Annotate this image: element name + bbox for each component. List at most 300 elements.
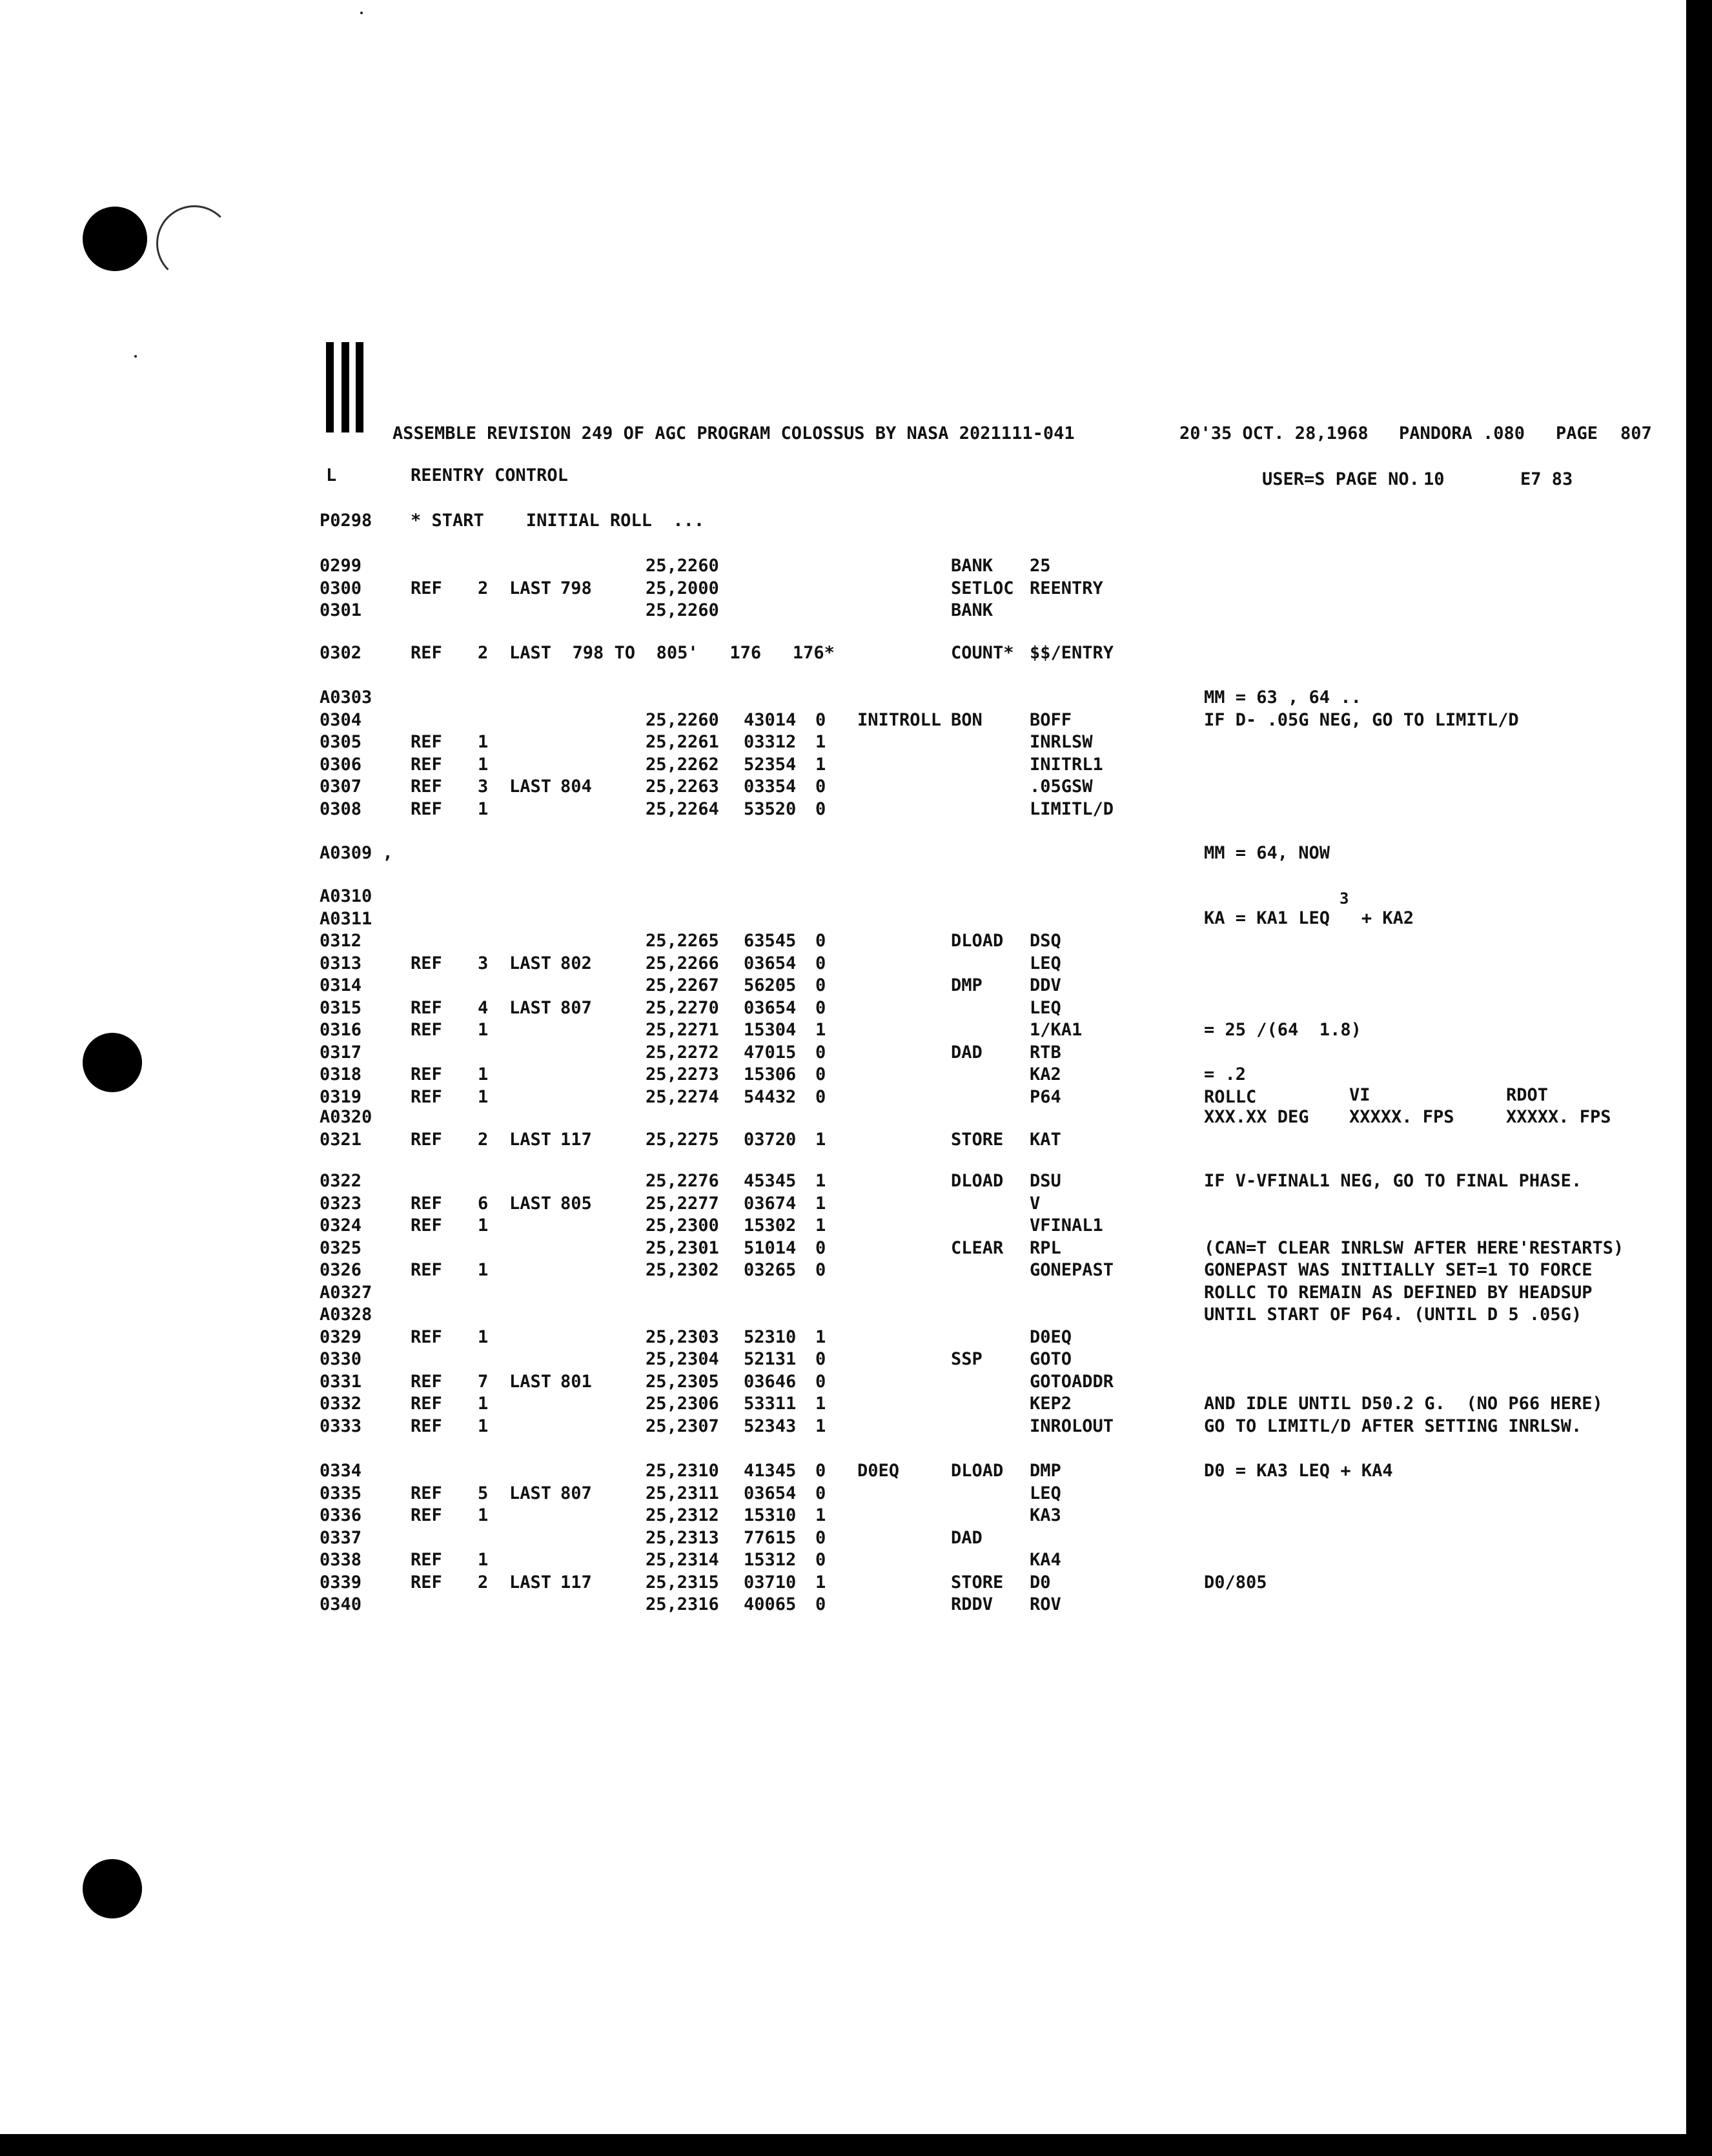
line-rep: REF [411, 643, 442, 663]
listing-line [0, 1237, 1712, 1259]
line-word: 03654 [744, 953, 797, 973]
line-address: 25,2313 [646, 1527, 719, 1548]
line-operand: KA2 [1030, 1064, 1061, 1084]
line-rep: REF [411, 1215, 442, 1236]
line-parity: 0 [815, 975, 826, 995]
listing-line [0, 1064, 1712, 1086]
line-ref-line: 117 [560, 1572, 592, 1592]
line-operand: RPL [1030, 1237, 1061, 1258]
line-ref-line: 807 [560, 997, 592, 1018]
line-seq: A0320 [320, 1107, 372, 1127]
line-word: 45345 [744, 1171, 797, 1191]
line-address: 25,2266 [646, 953, 719, 973]
line-opcode: BANK [951, 600, 994, 620]
line-seq: A0309 , [320, 843, 393, 863]
line-parity: 1 [815, 1193, 826, 1214]
line-parity: 1 [815, 1416, 826, 1436]
line-seq: 0306 [320, 754, 362, 775]
line-seq: 0337 [320, 1527, 362, 1548]
line-word: 43014 [744, 709, 797, 730]
line-word: 52310 [744, 1327, 797, 1347]
line-seq: 0323 [320, 1193, 362, 1214]
scan-speck [134, 355, 137, 358]
line-address: 25,2311 [646, 1483, 719, 1503]
listing-line [0, 555, 1712, 577]
line-address: 25,2303 [646, 1327, 719, 1347]
line-comment: IF V-VFINAL1 NEG, GO TO FINAL PHASE. [1204, 1171, 1582, 1191]
line-comment: = .2 [1204, 1064, 1247, 1084]
line-opcode: DLOAD [951, 1171, 1004, 1191]
line-rep-count: 2 [478, 643, 489, 663]
line-seq: 0317 [320, 1042, 362, 1063]
line-comment: UNTIL START OF P64. (UNTIL D 5 .05G) [1204, 1305, 1582, 1325]
line-seq: 0338 [320, 1550, 362, 1570]
line-operand: INRLSW [1030, 732, 1093, 752]
line-word: 15302 [744, 1215, 797, 1236]
line-parity: 0 [815, 709, 826, 730]
rollc-value: XXX.XX DEG [1204, 1107, 1309, 1127]
line-operand: DDV [1030, 975, 1061, 995]
line-seq: 0330 [320, 1349, 362, 1369]
line-opcode: DLOAD [951, 931, 1004, 951]
line-parity: 1 [815, 1020, 826, 1040]
line-comment: (CAN=T CLEAR INRLSW AFTER HERE'RESTARTS) [1204, 1237, 1624, 1258]
scan-border-bottom [0, 2134, 1712, 2156]
line-rep-count: 3 [478, 777, 489, 797]
listing-line [0, 687, 1712, 709]
listing-line [0, 1393, 1712, 1415]
section-marker: L [326, 465, 337, 485]
line-last: LAST [509, 997, 552, 1018]
line-seq: 0336 [320, 1505, 362, 1525]
line-ref-line: 798 [560, 578, 592, 598]
line-address: 25,2260 [646, 556, 719, 576]
punch-hole-outline [156, 205, 232, 281]
line-comment: D0/805 [1204, 1572, 1267, 1592]
listing-line [0, 1483, 1712, 1505]
line-operand: DMP [1030, 1461, 1061, 1481]
line-address: 25,2000 [646, 578, 719, 598]
line-comment: D0 = KA3 LEQ + KA4 [1204, 1461, 1393, 1481]
line-seq: 0321 [320, 1129, 362, 1150]
listing-line [0, 975, 1712, 997]
line-last: LAST [509, 1193, 552, 1214]
line-address: 25,2265 [646, 931, 719, 951]
page-code: E7 83 [1520, 469, 1573, 489]
user-page-number: 10 [1423, 469, 1445, 489]
line-rep-count: 2 [478, 1129, 489, 1150]
line-parity: 0 [815, 1527, 826, 1548]
line-comment: = 25 /(64 1.8) [1204, 1020, 1361, 1040]
listing-line [0, 1304, 1712, 1326]
ka-formula: KA = KA1 LEQ + KA2 [1204, 908, 1414, 928]
line-parity: 1 [815, 1327, 826, 1347]
line-operand: 25 [1030, 556, 1051, 576]
line-seq: 0322 [320, 1171, 362, 1191]
listing-line [0, 1129, 1712, 1151]
line-rep-count: 2 [478, 1572, 489, 1592]
line-opcode: SSP [951, 1349, 983, 1369]
line-seq: 0319 [320, 1086, 362, 1107]
line-rep: REF [411, 1086, 442, 1107]
line-parity: 0 [815, 1042, 826, 1063]
line-rep: REF [411, 1394, 442, 1414]
line-operand: LEQ [1030, 1483, 1061, 1503]
page-label: PAGE [1556, 423, 1598, 443]
listing-line [0, 776, 1712, 798]
line-operand: VFINAL1 [1030, 1215, 1103, 1236]
line-operand: .05GSW [1030, 777, 1093, 797]
line-operand: INITRL1 [1030, 754, 1103, 775]
rdot-column-label: RDOT [1506, 1085, 1549, 1105]
punch-hole-top [83, 207, 147, 271]
listing-line [0, 1460, 1712, 1482]
line-operand: GOTOADDR [1030, 1371, 1114, 1392]
line-parity: 0 [815, 1086, 826, 1107]
line-address: 25,2271 [646, 1020, 719, 1040]
line-seq: 0332 [320, 1394, 362, 1414]
line-address: 25,2262 [646, 754, 719, 775]
line-comment: ROLLC [1204, 1086, 1257, 1107]
line-operand: RTB [1030, 1042, 1061, 1063]
line-parity: 1 [815, 754, 826, 775]
line-label: D0EQ [857, 1461, 900, 1481]
line-seq: 0326 [320, 1260, 362, 1280]
line-seq: 0324 [320, 1215, 362, 1236]
line-address: 25,2305 [646, 1371, 719, 1392]
line-word: 52343 [744, 1416, 797, 1436]
line-address: 25,2300 [646, 1215, 719, 1236]
line-word: 03654 [744, 1483, 797, 1503]
line-address: 25,2302 [646, 1260, 719, 1280]
line-opcode: RDDV [951, 1594, 994, 1614]
line-opcode: CLEAR [951, 1237, 1004, 1258]
listing-line [0, 578, 1712, 600]
line-address: 25,2272 [646, 1042, 719, 1063]
listing-line [0, 1572, 1712, 1594]
line-seq: A0310 [320, 886, 372, 906]
line-last: LAST [509, 1483, 552, 1503]
line-rep: REF [411, 1327, 442, 1347]
line-word: 53311 [744, 1394, 797, 1414]
listing-line [0, 1348, 1712, 1370]
listing-line [0, 953, 1712, 975]
line-word: 15304 [744, 1020, 797, 1040]
line-word: 03265 [744, 1260, 797, 1280]
listing-line [0, 1019, 1712, 1041]
line-parity: 0 [815, 1349, 826, 1369]
line-ref-line: 802 [560, 953, 592, 973]
line-word: 03674 [744, 1193, 797, 1214]
line-word: 56205 [744, 975, 797, 995]
section-title: REENTRY CONTROL [411, 465, 568, 485]
line-parity: 0 [815, 953, 826, 973]
barcode-mark [326, 342, 366, 432]
line-address: 25,2304 [646, 1349, 719, 1369]
line-seq: 0315 [320, 997, 362, 1018]
line-seq: 0331 [320, 1371, 362, 1392]
line-rep: REF [411, 732, 442, 752]
listing-line [0, 1527, 1712, 1549]
line-parity: 0 [815, 1461, 826, 1481]
listing-line [0, 1086, 1712, 1108]
line-address: 25,2315 [646, 1572, 719, 1592]
line-operand: KAT [1030, 1129, 1061, 1150]
line-seq: A0303 [320, 687, 372, 707]
timestamp: 20'35 OCT. 28,1968 [1179, 423, 1369, 443]
assemble-line: ASSEMBLE REVISION 249 OF AGC PROGRAM COLOSSUS BY NASA 2021111-041 [392, 423, 1075, 443]
line-address: 25,2264 [646, 798, 719, 819]
line-address: 25,2275 [646, 1129, 719, 1150]
line-word: 54432 [744, 1086, 797, 1107]
line-rep-count: 1 [478, 1260, 489, 1280]
line-seq: 0316 [320, 1020, 362, 1040]
line-operand: $$/ENTRY [1030, 643, 1114, 663]
line-parity: 0 [815, 1237, 826, 1258]
line-rep: REF [411, 953, 442, 973]
line-address: 25,2263 [646, 777, 719, 797]
line-ref-line: 807 [560, 1483, 592, 1503]
line-rep-count: 1 [478, 1086, 489, 1107]
listing-line [0, 600, 1712, 622]
line-operand: KA4 [1030, 1550, 1061, 1570]
line-rep: REF [411, 1193, 442, 1214]
line-rep: REF [411, 578, 442, 598]
line-rep-count: 1 [478, 754, 489, 775]
line-opcode: SETLOC [951, 578, 1014, 598]
line-seq: P0298 [320, 511, 372, 531]
line-seq: 0305 [320, 732, 362, 752]
listing-line [0, 798, 1712, 820]
line-parity: 1 [815, 1215, 826, 1236]
line-word: 40065 [744, 1594, 797, 1614]
line-rep-count: 2 [478, 578, 489, 598]
listing-line [0, 754, 1712, 776]
line-rep: REF [411, 1371, 442, 1392]
line-address: 25,2310 [646, 1461, 719, 1481]
listing-line [0, 1416, 1712, 1438]
line-operand: DSU [1030, 1171, 1061, 1191]
line-rep-count: 7 [478, 1371, 489, 1392]
line-word: 03312 [744, 732, 797, 752]
line-parity: 1 [815, 732, 826, 752]
line-word: 03720 [744, 1129, 797, 1150]
line-rep-count: 1 [478, 1394, 489, 1414]
line-operand: ROV [1030, 1594, 1061, 1614]
line-opcode: BON [951, 709, 983, 730]
line-parity: 0 [815, 798, 826, 819]
line-rep-count: 1 [478, 1416, 489, 1436]
line-rep: REF [411, 1064, 442, 1084]
line-rep: REF [411, 1260, 442, 1280]
line-address: 25,2260 [646, 709, 719, 730]
line-operand: INROLOUT [1030, 1416, 1114, 1436]
line-seq: 0314 [320, 975, 362, 995]
line-seq: 0335 [320, 1483, 362, 1503]
line-operand: GONEPAST [1030, 1260, 1114, 1280]
line-parity: 1 [815, 1505, 826, 1525]
line-rep-count: 1 [478, 1327, 489, 1347]
line-rep-count: 1 [478, 732, 489, 752]
line-last: LAST [509, 1371, 552, 1392]
line-word: 63545 [744, 931, 797, 951]
line-operand: V [1030, 1193, 1041, 1214]
line-rep: REF [411, 1483, 442, 1503]
line-seq: A0327 [320, 1282, 372, 1303]
line-seq: 0301 [320, 600, 362, 620]
line-rep-count: 3 [478, 953, 489, 973]
line-opcode: STORE [951, 1572, 1004, 1592]
line-rep-count: 6 [478, 1193, 489, 1214]
line-address: 25,2307 [646, 1416, 719, 1436]
line-word: 03646 [744, 1371, 797, 1392]
page-number: 807 [1620, 423, 1652, 443]
line-last: LAST [509, 777, 552, 797]
listing-line [0, 997, 1712, 1019]
listing-line [0, 908, 1712, 930]
line-last: LAST [509, 1129, 552, 1150]
line-rep: REF [411, 1416, 442, 1436]
punch-hole-bottom [83, 1859, 142, 1918]
line-ref-line: 801 [560, 1371, 592, 1392]
line-address: 25,2274 [646, 1086, 719, 1107]
line-word: 41345 [744, 1461, 797, 1481]
line-operand: BOFF [1030, 709, 1072, 730]
line-opcode: DAD [951, 1042, 983, 1063]
scan-speck [360, 12, 363, 14]
line-word: 15312 [744, 1550, 797, 1570]
listing-line [0, 1106, 1712, 1128]
line-opcode: COUNT* [951, 643, 1014, 663]
listing-line [0, 709, 1712, 731]
line-parity: 1 [815, 1171, 826, 1191]
line-rep: REF [411, 1129, 442, 1150]
pandora-label: PANDORA .080 [1399, 423, 1525, 443]
listing-line [0, 1505, 1712, 1527]
line-opcode: BANK [951, 556, 994, 576]
line-operand: P64 [1030, 1086, 1061, 1107]
line-word: 52131 [744, 1349, 797, 1369]
line-word: 03710 [744, 1572, 797, 1592]
line-comment: GO TO LIMITL/D AFTER SETTING INRLSW. [1204, 1416, 1582, 1436]
line-seq: 0302 [320, 643, 362, 663]
line-parity: 0 [815, 997, 826, 1018]
line-comment: IF D- .05G NEG, GO TO LIMITL/D [1204, 709, 1519, 730]
line-seq: 0340 [320, 1594, 362, 1614]
line-comment: MM = 63 , 64 .. [1204, 687, 1361, 707]
line-parity: 0 [815, 1260, 826, 1280]
line-parity: 0 [815, 1550, 826, 1570]
line-address: 25,2316 [646, 1594, 719, 1614]
line-rep-count: 1 [478, 1215, 489, 1236]
line-word: 51014 [744, 1237, 797, 1258]
line-last: LAST [509, 1572, 552, 1592]
line-rep: REF [411, 1550, 442, 1570]
line-parity: 1 [815, 1394, 826, 1414]
user-page-label: USER=S PAGE NO. [1262, 469, 1420, 489]
line-operand: KEP2 [1030, 1394, 1072, 1414]
rdot-value: XXXXX. FPS [1506, 1107, 1611, 1127]
line-rep: REF [411, 798, 442, 819]
line-seq: 0334 [320, 1461, 362, 1481]
title-line [0, 510, 1712, 532]
line-seq: 0312 [320, 931, 362, 951]
line-rep-count: 4 [478, 997, 489, 1018]
line-address: 25,2312 [646, 1505, 719, 1525]
line-rep: REF [411, 1505, 442, 1525]
line-address: 25,2306 [646, 1394, 719, 1414]
line-rep: REF [411, 997, 442, 1018]
line-opcode: DMP [951, 975, 983, 995]
listing-line [0, 1282, 1712, 1304]
listing-line [0, 1327, 1712, 1348]
line-rep-count: 1 [478, 1020, 489, 1040]
line-rep: REF [411, 1572, 442, 1592]
line-address: 25,2267 [646, 975, 719, 995]
line-last: LAST [509, 578, 552, 598]
line-seq: 0325 [320, 1237, 362, 1258]
line-label: INITROLL [857, 709, 942, 730]
listing-line [0, 1259, 1712, 1281]
line-parity: 0 [815, 1483, 826, 1503]
vi-column-label: VI [1349, 1085, 1371, 1105]
line-seq: 0307 [320, 777, 362, 797]
line-operand: REENTRY [1030, 578, 1103, 598]
line-word: 03354 [744, 777, 797, 797]
line-rep: REF [411, 777, 442, 797]
line-rep-count: 5 [478, 1483, 489, 1503]
line-address: 25,2276 [646, 1171, 719, 1191]
line-operand: GOTO [1030, 1349, 1072, 1369]
line-opcode: STORE [951, 1129, 1004, 1150]
line-rep-count: 1 [478, 798, 489, 819]
line-parity: 1 [815, 1572, 826, 1592]
line-comment: ROLLC TO REMAIN AS DEFINED BY HEADSUP [1204, 1282, 1593, 1303]
line-seq: A0328 [320, 1305, 372, 1325]
line-rep-count: 1 [478, 1064, 489, 1084]
line-opcode: DAD [951, 1527, 983, 1548]
line-seq: 0329 [320, 1327, 362, 1347]
line-parity: 0 [815, 777, 826, 797]
line-word: 53520 [744, 798, 797, 819]
line-ref-line: 117 [560, 1129, 592, 1150]
line-ref-line: 804 [560, 777, 592, 797]
listing-line [0, 1549, 1712, 1571]
line-comment: GONEPAST WAS INITIALLY SET=1 TO FORCE [1204, 1260, 1593, 1280]
line-seq: 0313 [320, 953, 362, 973]
listing-line [0, 1371, 1712, 1393]
listing-line [0, 886, 1712, 908]
line-seq: 0339 [320, 1572, 362, 1592]
line-operand: D0 [1030, 1572, 1051, 1592]
line-word: 03654 [744, 997, 797, 1018]
line-address: 25,2301 [646, 1237, 719, 1258]
listing-line [0, 930, 1712, 952]
line-parity: 0 [815, 931, 826, 951]
line-seq: 0308 [320, 798, 362, 819]
line-operand: LEQ [1030, 997, 1061, 1018]
line-seq: 0333 [320, 1416, 362, 1436]
line-operand: DSQ [1030, 931, 1061, 951]
line-word: 52354 [744, 754, 797, 775]
listing-line [0, 1215, 1712, 1237]
line-operand: LEQ [1030, 953, 1061, 973]
listing-line [0, 1594, 1712, 1616]
line-word: 77615 [744, 1527, 797, 1548]
line-parity: 0 [815, 1371, 826, 1392]
listing-line [0, 731, 1712, 753]
line-parity: 1 [815, 1129, 826, 1150]
